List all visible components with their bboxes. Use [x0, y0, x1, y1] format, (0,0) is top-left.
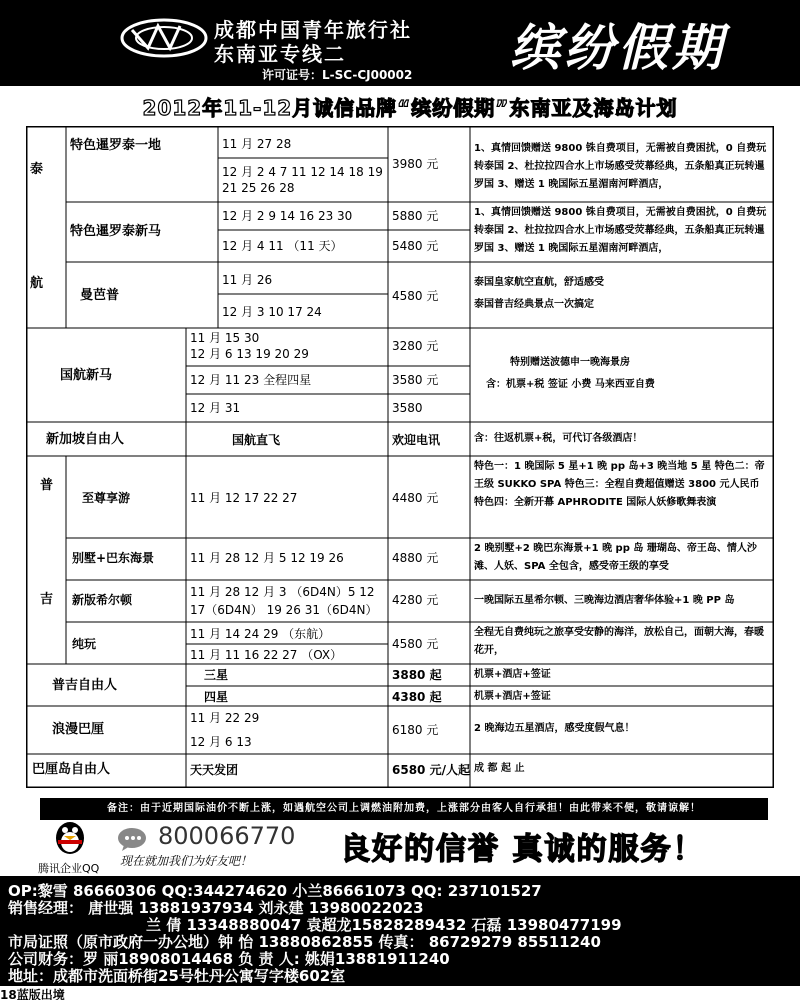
- tour-description: 含：机票+税 签证 小费 马来西亚自费: [486, 379, 655, 390]
- departure-dates: 12 月 11 23 全程四星: [190, 373, 312, 387]
- group-label-pu: 普: [40, 478, 54, 493]
- contact-office: 市局证照（原市政府一办公地）钟 怡 13880862855 传真： 86729279 85511240: [8, 933, 601, 951]
- brand-title: 缤纷假期: [510, 18, 726, 77]
- tour-price: 6580 元/人起: [392, 763, 470, 777]
- tour-price: 4880 元: [392, 551, 439, 565]
- contact-footer: [0, 876, 800, 986]
- notice-bar: 备注：由于近期国际油价不断上涨，如遇航空公司上调燃油附加费，上涨部分由客人自行承担！由此带来不便，敬请谅解！: [40, 798, 768, 820]
- tour-price: 4380 起: [392, 690, 442, 704]
- contact-address: 地址：成都市洗面桥街25号牡丹公寓写字楼602室: [8, 967, 346, 985]
- tour-price: 5480 元: [392, 239, 439, 253]
- departure-dates: 11 月 11 16 22 27 （OX）: [190, 648, 343, 662]
- tour-price: 4580 元: [392, 637, 439, 651]
- tour-description: 特色一：1 晚国际 5 星+1 晚 pp 岛+3 晚当地 5 星 特色二：帝王级 SUKKO SPA 特色三：全程自费超值赠送 3800 元人民币 特色四：全新开幕 APHRODITE 国际人妖修歌舞表演: [474, 461, 765, 508]
- tour-name: 新加坡自由人: [46, 432, 125, 447]
- departure-dates: 11 月 12 17 22 27: [190, 491, 298, 505]
- tour-name: 新版希尔顿: [72, 593, 133, 607]
- page-label: 18蓝版出境: [0, 988, 65, 1000]
- tour-price: 6180 元: [392, 723, 439, 737]
- tour-description: 特别赠送波德申一晚海景房: [510, 357, 630, 368]
- tour-name: 纯玩: [72, 637, 97, 651]
- tour-name: 特色暹罗泰一地: [70, 138, 162, 153]
- page-title: 2012年11-12月诚信品牌“缤纷假期”东南亚及海岛计划: [142, 96, 678, 120]
- departure-dates: 11 月 28 12 月 5 12 19 26: [190, 551, 344, 565]
- departure-dates: 天天发团: [190, 763, 239, 777]
- departure-dates: 11 月 28 12 月 3 （6D4N）5 12: [190, 585, 375, 599]
- departure-dates: 12 月 3 10 17 24: [222, 305, 322, 319]
- tour-description: 泰国皇家航空直航，舒适感受: [474, 277, 604, 288]
- tour-price: 欢迎电讯: [392, 433, 441, 447]
- departure-dates: 12 月 2 9 14 16 23 30: [222, 209, 353, 223]
- chat-bubble-icon: [116, 826, 148, 852]
- contact-finance: 公司财务：罗 丽18908014468 负 责 人: 姚娟13881911240: [8, 950, 450, 968]
- group-label-hang: 航: [30, 276, 44, 291]
- tour-description: 2 晚海边五星酒店，感受度假气息！: [474, 723, 635, 734]
- group-label-tai: 泰: [30, 162, 44, 177]
- tour-price: 3580 元: [392, 373, 439, 387]
- tour-name: 浪漫巴厘: [52, 722, 105, 737]
- departure-dates: 11 月 15 30: [190, 331, 260, 345]
- company-name: 成都中国青年旅行社: [214, 18, 412, 42]
- tour-name: 至尊享游: [82, 491, 131, 505]
- tour-price: 5880 元: [392, 209, 439, 223]
- tour-price: 3880 起: [392, 668, 442, 682]
- tour-description: 成 都 起 止: [474, 763, 525, 774]
- tour-table: [26, 126, 774, 788]
- tour-price: 3980 元: [392, 157, 439, 171]
- group-label-ji: 吉: [40, 592, 54, 607]
- contact-op: OP:黎雪 86660306 QQ:344274620 小兰86661073 QQ: 237101527: [8, 882, 542, 900]
- departure-dates: 11 月 14 24 29 （东航）: [190, 627, 331, 641]
- qq-slogan: 现在就加我们为好友吧！: [120, 854, 253, 868]
- tour-price: 4280 元: [392, 593, 439, 607]
- departure-dates: 12 月 4 11 （11 天）: [222, 239, 343, 253]
- department-name: 东南亚专线二: [214, 42, 346, 66]
- tour-name: 特色暹罗泰新马: [70, 224, 162, 239]
- departure-dates: 11 月 22 29: [190, 711, 260, 725]
- departure-dates: 12 月 2 4 7 11 12 14 18 19 21 25 26 28: [222, 165, 383, 195]
- qq-number[interactable]: 800066770: [158, 822, 296, 850]
- license-number: 许可证号：L-SC-CJ00002: [262, 68, 413, 82]
- flight-type: 国航直飞: [232, 433, 281, 447]
- departure-dates: 17（6D4N） 19 26 31（6D4N）: [190, 603, 378, 617]
- tour-name: 巴厘岛自由人: [32, 762, 111, 777]
- tour-description: 1、真情回馈赠送 9800 铢自费项目，无需被自费困扰，0 自费玩转泰国 2、杜拉拉四合水上市场感受荧幕经典，五条船真正玩转暹罗国 3、赠送 1 晚国际五星湄南河畔酒店，: [474, 143, 767, 190]
- header-banner: [0, 0, 800, 86]
- qq-penguin-icon[interactable]: [50, 818, 90, 856]
- tour-description: 含：往返机票+税，可代订各级酒店！: [474, 433, 643, 444]
- tour-name: 普吉自由人: [52, 678, 118, 693]
- hotel-star: 四星: [204, 690, 229, 704]
- tour-name: 国航新马: [60, 368, 113, 383]
- tour-price: 3280 元: [392, 339, 439, 353]
- tour-price: 4480 元: [392, 491, 439, 505]
- tour-description: 机票+酒店+签证: [474, 691, 551, 702]
- hotel-star: 三星: [204, 668, 229, 682]
- tour-price: 3580: [392, 401, 423, 415]
- departure-dates: 12 月 6 13: [190, 735, 252, 749]
- tour-description: 一晚国际五星希尔顿、三晚海边酒店奢华体验+1 晚 PP 岛: [474, 595, 735, 606]
- service-slogan: 良好的信誉 真诚的服务！: [340, 832, 705, 867]
- cyts-logo-icon: [118, 14, 210, 62]
- tour-name: 别墅+巴东海景: [72, 551, 155, 565]
- departure-dates: 11 月 27 28: [222, 137, 292, 151]
- departure-dates: 12 月 31: [190, 401, 241, 415]
- tour-description: 全程无自费纯玩之旅享受安静的海洋，放松自己，面朝大海，春暖花开，: [474, 627, 764, 656]
- tour-price: 4580 元: [392, 289, 439, 303]
- tour-description: 2 晚别墅+2 晚巴东海景+1 晚 pp 岛 珊瑚岛、帝王岛、情人沙滩、人妖、SPA 全包含，感受帝王级的享受: [474, 543, 757, 572]
- departure-dates: 12 月 6 13 19 20 29: [190, 347, 309, 361]
- tour-description: 泰国普吉经典景点一次搞定: [474, 299, 594, 310]
- departure-dates: 11 月 26: [222, 273, 273, 287]
- contact-sales-2: 兰 倩 13348880047 袁超龙15828289432 石磊 13980477199: [146, 916, 622, 934]
- qq-label: 腾讯企业QQ: [38, 862, 100, 875]
- contact-sales: 销售经理： 唐世强 13881937934 刘永建 13980022023: [8, 899, 424, 917]
- tour-description: 机票+酒店+签证: [474, 669, 551, 680]
- tour-description: 1、真情回馈赠送 9800 铢自费项目，无需被自费困扰，0 自费玩转泰国 2、杜拉拉四合水上市场感受荧幕经典，五条船真正玩转暹罗国 3、赠送 1 晚国际五星湄南河畔酒店，: [474, 207, 767, 254]
- tour-name: 曼芭普: [80, 288, 120, 303]
